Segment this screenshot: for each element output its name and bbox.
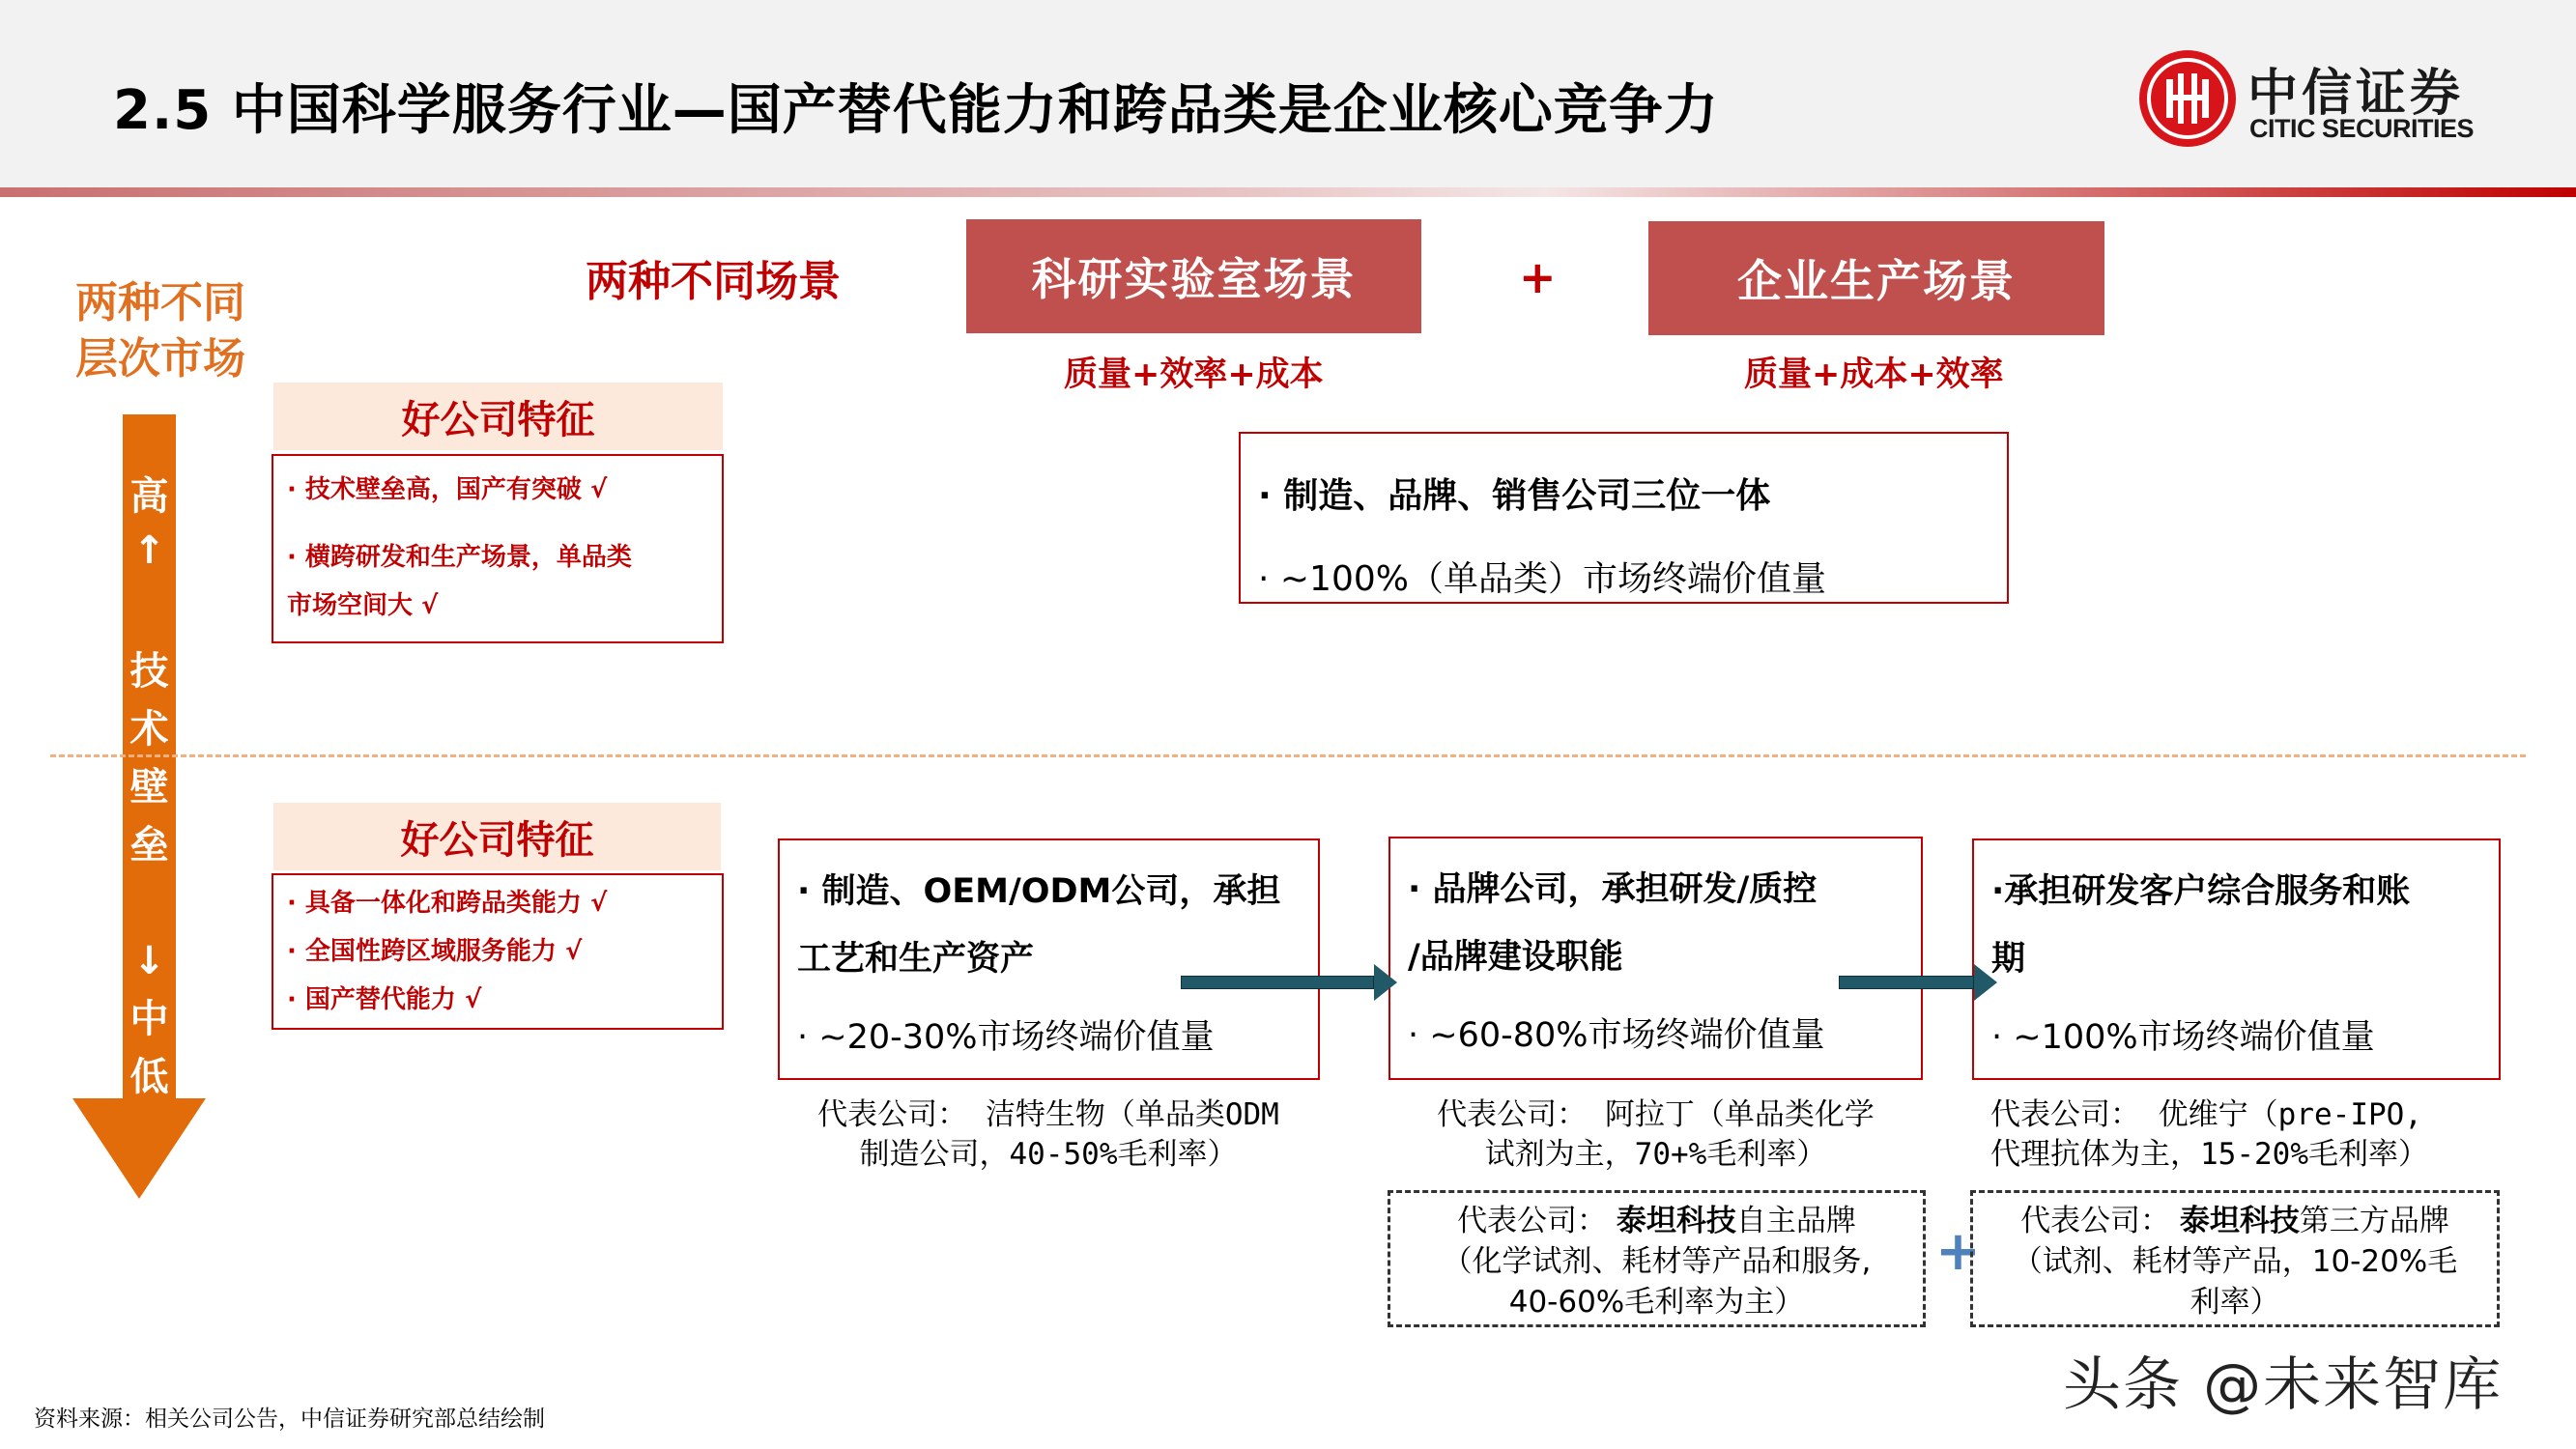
feature-item: 市场空间大 √	[287, 591, 439, 620]
logo-text-en: CITIC SECURITIES	[2249, 114, 2475, 143]
feature-item: · 横跨研发和生产场景，单品类	[287, 543, 632, 572]
feature-item: · 技术壁垒高，国产有突破 √	[287, 475, 608, 504]
plus-icon: +	[1519, 251, 1557, 303]
chain-box-manufacturer: · 制造、OEM/ODM公司，承担 工艺和生产资产 · ~20-30%市场终端价值量	[778, 838, 1320, 1080]
scenario-lab: 科研实验室场景	[966, 219, 1421, 333]
integrated-company-box	[1239, 432, 2009, 604]
header-gradient-bar	[0, 187, 2576, 197]
chain-box-brand: · 品牌公司，承担研发/质控 /品牌建设职能 · ~60-80%市场终端价值量	[1388, 837, 1923, 1080]
lower-feature-title: 好公司特征	[273, 803, 721, 870]
citic-logo	[2139, 50, 2475, 147]
rep-company-manufacturer: 代表公司： 洁特生物（单品类ODM 制造公司，40-50%毛利率）	[817, 1097, 1279, 1172]
label-mid: 中	[129, 997, 169, 1041]
feature-item: · 具备一体化和跨品类能力 √	[287, 889, 608, 918]
plus-icon: +	[1935, 1220, 1981, 1283]
flow-arrow-right-icon	[1839, 972, 1998, 993]
tier-divider	[50, 754, 2526, 757]
feature-item: · 国产替代能力 √	[287, 985, 482, 1014]
criteria-enterprise: 质量+成本+效率	[1744, 355, 2004, 394]
scenario-enterprise: 企业生产场景	[1648, 221, 2104, 335]
label-high: 高	[129, 474, 169, 519]
lower-feature-box	[272, 873, 724, 1030]
company-name: 泰坦科技	[1616, 1204, 1736, 1238]
upper-feature-title: 好公司特征	[273, 383, 723, 450]
company-name: 泰坦科技	[2179, 1204, 2300, 1238]
market-tier-title: 两种不同 层次市场	[75, 278, 245, 384]
label-low: 低	[129, 1055, 169, 1099]
rep-company-brand: 代表公司： 阿拉丁（单品类化学 试剂为主，70+%毛利率）	[1437, 1097, 1875, 1172]
up-arrow-icon: ↑	[132, 528, 166, 573]
watermark: 头条 @未来智库	[2063, 1351, 2504, 1419]
citic-logo-icon	[2139, 50, 2236, 147]
label-barrier-2: 垒	[129, 823, 169, 867]
scenario-label: 两种不同场景	[586, 257, 841, 306]
down-arrow-icon	[72, 1098, 206, 1199]
down-arrow-glyph-icon: ↓	[132, 939, 166, 983]
titan-third-party-box: 代表公司： 泰坦科技第三方品牌 （试剂、耗材等产品，10-20%毛 利率）	[1970, 1190, 2500, 1327]
chain-box-service: ·承担研发客户综合服务和账 期 · ~100%市场终端价值量	[1972, 838, 2501, 1080]
titan-own-brand-box: 代表公司： 泰坦科技自主品牌 （化学试剂、耗材等产品和服务, 40-60%毛利率为主）	[1388, 1190, 1926, 1327]
page-title: 2.5 中国科学服务行业—国产替代能力和跨品类是企业核心竞争力	[113, 79, 1719, 142]
integrated-line-1: · 制造、品牌、销售公司三位一体	[1258, 476, 1771, 516]
label-barrier-1: 壁	[129, 765, 169, 810]
upper-feature-box	[272, 454, 724, 643]
logo-text-cn: 中信证券	[2247, 64, 2465, 123]
criteria-lab: 质量+效率+成本	[1064, 355, 1324, 394]
flow-arrow-right-icon	[1181, 972, 1403, 993]
label-tech-2: 术	[129, 707, 169, 752]
feature-item: · 全国性跨区域服务能力 √	[287, 937, 583, 966]
integrated-line-2: · ~100%（单品类）市场终端价值量	[1258, 559, 1826, 599]
rep-company-service: 代表公司： 优维宁（pre-IPO, 代理抗体为主，15-20%毛利率）	[1990, 1097, 2428, 1172]
label-tech-1: 技	[129, 649, 169, 694]
source-note: 资料来源：相关公司公告，中信证券研究部总结绘制	[34, 1406, 545, 1432]
